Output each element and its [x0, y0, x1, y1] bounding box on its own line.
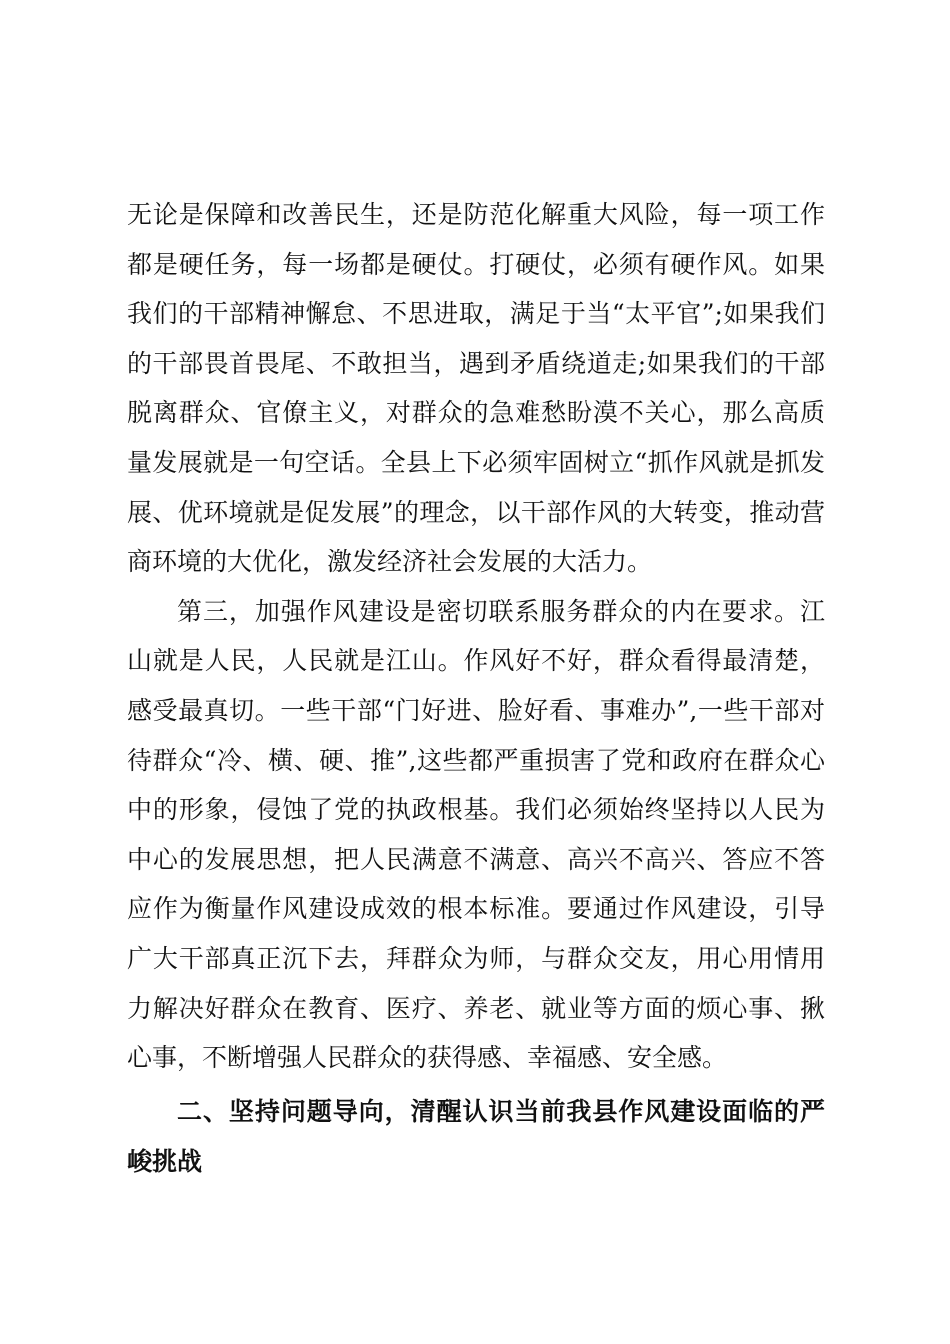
section-heading: 二、坚持问题导向，清醒认识当前我县作风建设面临的严峻挑战: [127, 1096, 825, 1176]
document-body: [127, 190, 825, 1187]
paragraph-continuation: 无论是保障和改善民生，还是防范化解重大风险，每一项工作都是硬任务，每一场都是硬仗。打硬仗，必须有硬作风。如果我们的干部精神懈怠、不思进取，满足于当“太平官”;如果我们的干部畏首畏尾、不敢担当，遇到矛盾绕道走;如果我们的干部脱离群众、官僚主义，对群众的急难愁盼漠不关心，那么高质量发展就是一句空话。全县上下必须牢固树立“抓作风就是抓发展、优环境就是促发展”的理念，以干部作风的大转变，推动营商环境的大优化，激发经济社会发展的大活力。: [127, 200, 825, 577]
paragraph-third-point: 第三，加强作风建设是密切联系服务群众的内在要求。江山就是人民，人民就是江山。作风好不好，群众看得最清楚，感受最真切。一些干部“门好进、脸好看、事难办”,一些干部对待群众“冷、横、硬、推”,这些都严重损害了党和政府在群众心中的形象，侵蚀了党的执政根基。我们必须始终坚持以人民为中心的发展思想，把人民满意不满意、高兴不高兴、答应不答应作为衡量作风建设成效的根本标准。要通过作风建设，引导广大干部真正沉下去，拜群众为师，与群众交友，用心用情用力解决好群众在教育、医疗、养老、就业等方面的烦心事、揪心事，不断增强人民群众的获得感、幸福感、安全感。: [127, 596, 825, 1073]
